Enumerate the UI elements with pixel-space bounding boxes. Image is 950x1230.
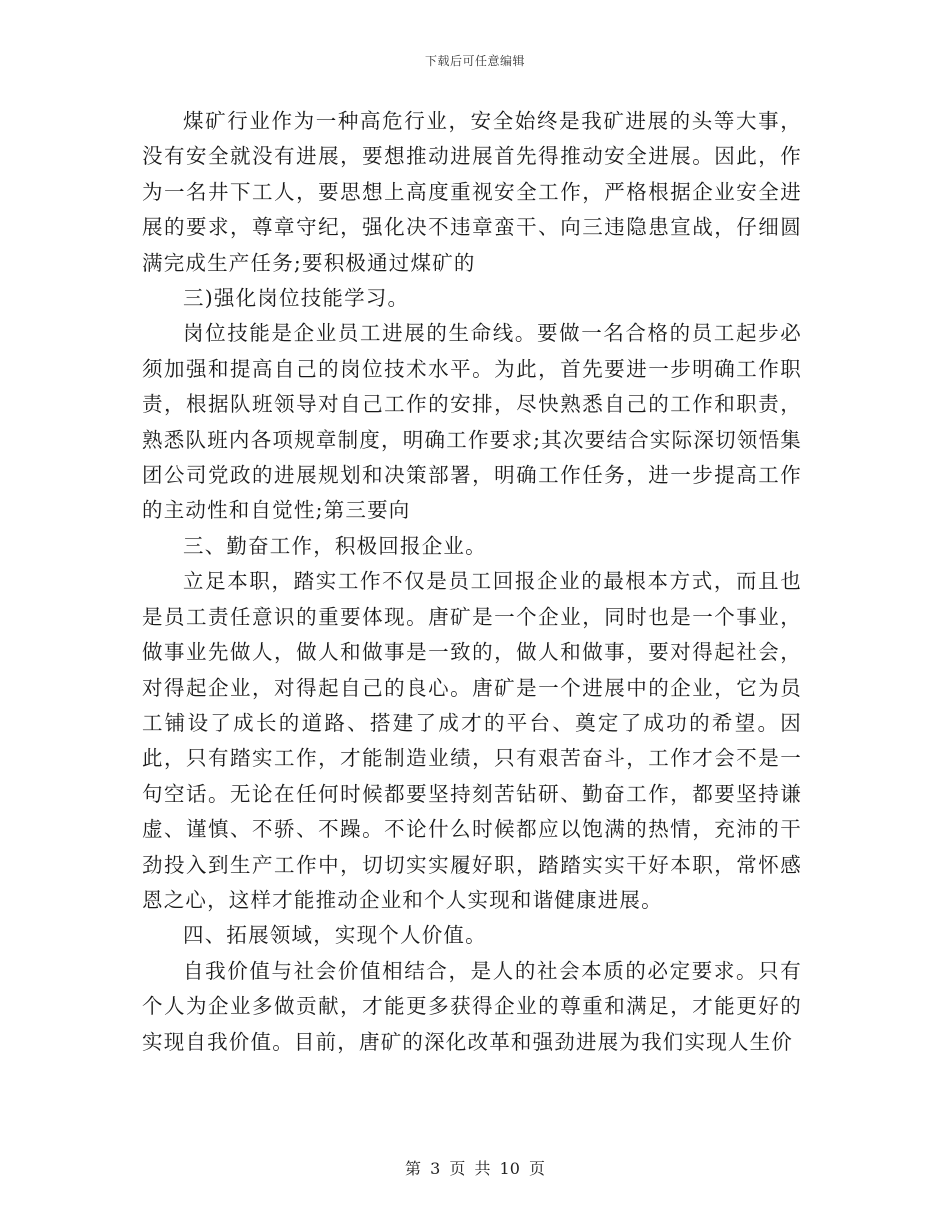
- paragraph-safety: 煤矿行业作为一种高危行业，安全始终是我矿进展的头等大事，没有安全就没有进展，要想推动进展首先得推动安全进展。因此，作为一名井下工人，要思想上高度重视安全工作，严格根据企业安全进展的要求，尊章守纪，强化决不违章蛮干、向三违隐患宣战，仔细圆满完成生产任务;要积极通过煤矿的: [142, 109, 802, 275]
- document-body: [142, 104, 802, 1060]
- paragraph-work: 立足本职，踏实工作不仅是员工回报企业的最根本方式，而且也是员工责任意识的重要体现。唐矿是一个企业，同时也是一个事业，做事业先做人，做人和做事是一致的，做人和做事，要对得起社会，对得起企业，对得起自己的良心。唐矿是一个进展中的企业，它为员工铺设了成长的道路、搭建了成才的平台、奠定了成功的希望。因此，只有踏实工作，才能制造业绩，只有艰苦奋斗，工作才会不是一句空话。无论在任何时候都要坚持刻苦钻研、勤奋工作，都要坚持谦虚、谨慎、不骄、不躁。不论什么时候都应以饱满的热情，充沛的干劲投入到生产工作中，切切实实履好职，踏踏实实干好本职，常怀感恩之心，这样才能推动企业和个人实现和谐健康进展。: [142, 569, 802, 912]
- page-number: 第 3 页 共 10 页: [405, 1159, 545, 1178]
- section-heading-work: 三、勤奋工作，积极回报企业。: [183, 533, 487, 558]
- section-heading-value: 四、拓展领域，实现个人价值。: [183, 923, 487, 948]
- page-header: 下载后可任意编辑: [424, 54, 525, 68]
- paragraph-skills: 岗位技能是企业员工进展的生命线。要做一名合格的员工起步必须加强和提高自己的岗位技术水平。为此，首先要进一步明确工作职责，根据队班领导对自己工作的安排，尽快熟悉自己的工作和职责，熟悉队班内各项规章制度，明确工作要求;其次要结合实际深切领悟集团公司党政的进展规划和决策部署，明确工作任务，进一步提高工作的主动性和自觉性;第三要向: [142, 321, 802, 523]
- paragraph-value: 自我价值与社会价值相结合，是人的社会本质的必定要求。只有个人为企业多做贡献，才能更多获得企业的尊重和满足，才能更好的实现自我价值。目前，唐矿的深化改革和强劲进展为我们实现人生价: [142, 958, 802, 1054]
- section-heading-skills: 三)强化岗位技能学习。: [183, 286, 410, 311]
